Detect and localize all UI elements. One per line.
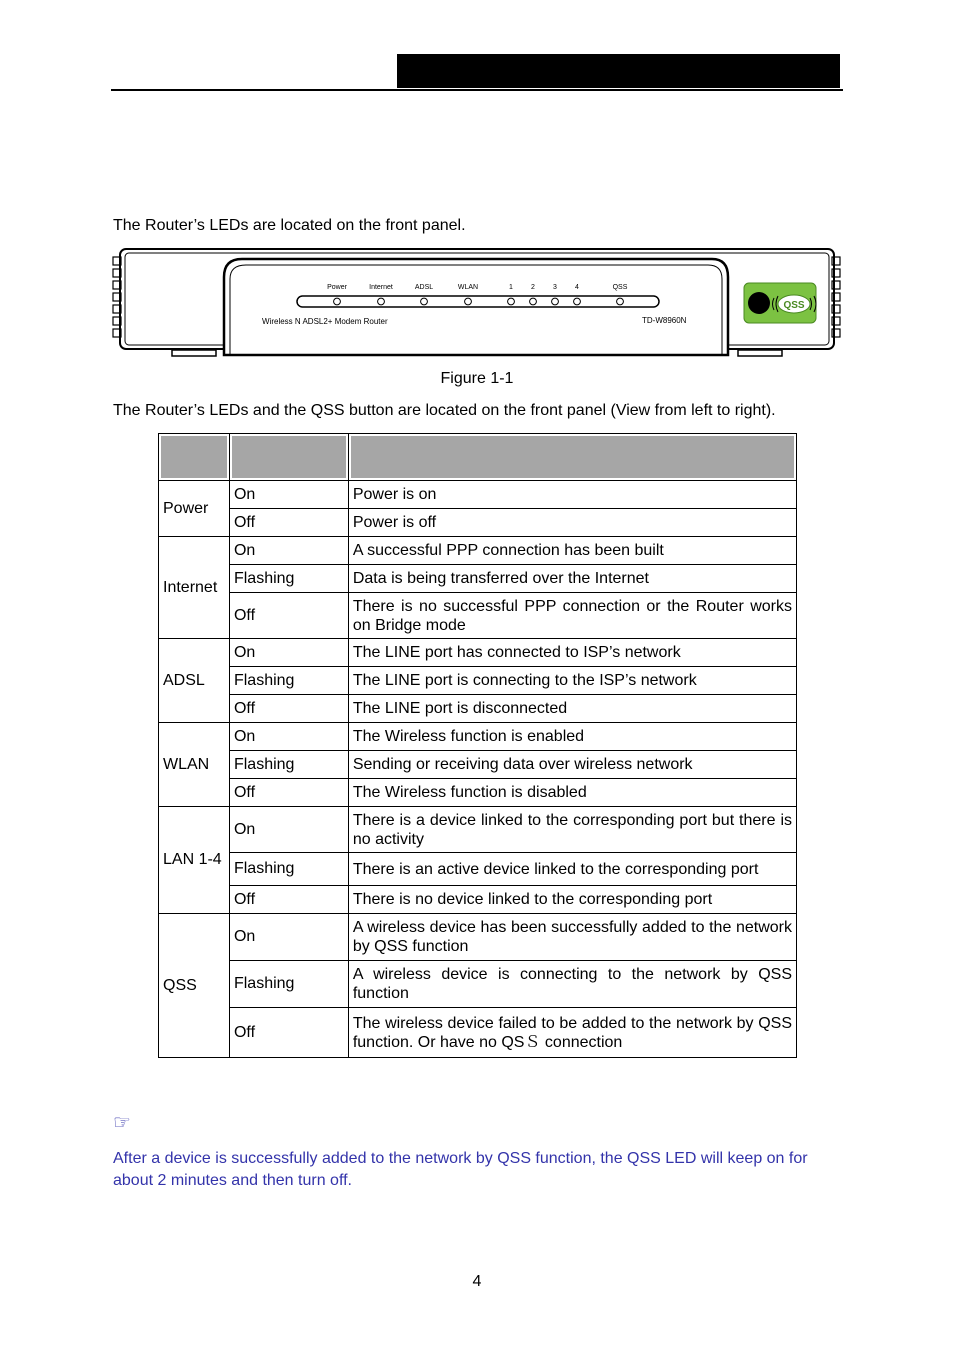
led-indication: There is an active device linked to the corresponding port <box>348 853 796 886</box>
led-indication: Power is off <box>348 509 796 537</box>
led-indication: Data is being transferred over the Internet <box>348 565 796 593</box>
led-indication: A successful PPP connection has been built <box>348 537 796 565</box>
table-row <box>159 886 797 914</box>
table-intro-text: The Router’s LEDs and the QSS button are located on the front panel (View from left to right). <box>113 402 776 419</box>
led-indication: A wireless device has been successfully added to the network by QSS function <box>348 914 796 961</box>
led-indication: There is no device linked to the corresponding port <box>348 886 796 914</box>
led-indication: The Wireless function is enabled <box>348 723 796 751</box>
qss-button <box>744 283 816 323</box>
table-row <box>159 537 797 565</box>
intro-text: The Router’s LEDs are located on the front panel. <box>113 217 466 234</box>
led-status: Off <box>229 593 348 639</box>
led-label-2: 2 <box>531 284 535 291</box>
led-indication: Power is on <box>348 481 796 509</box>
led-status: On <box>229 723 348 751</box>
table-row <box>159 807 797 853</box>
table-row <box>159 481 797 509</box>
led-status: Flashing <box>229 565 348 593</box>
note-text: After a device is successfully added to the network by QSS function, the QSS LED will keep on for about 2 minutes and then turn off. <box>113 1150 808 1189</box>
led-name: LAN 1-4 <box>159 807 230 914</box>
table-row <box>159 695 797 723</box>
led-status: Flashing <box>229 961 348 1008</box>
table-row <box>159 914 797 961</box>
header-cell-name <box>159 434 230 481</box>
table-row <box>159 723 797 751</box>
figure-caption: Figure 1-1 <box>440 370 514 387</box>
led-name: Power <box>159 481 230 537</box>
led-indication: There is a device linked to the corresponding port but there is no activity <box>348 807 796 853</box>
table-header-row <box>159 434 797 481</box>
led-status: Off <box>229 509 348 537</box>
led-indication: The Wireless function is disabled <box>348 779 796 807</box>
header-cell-status <box>229 434 348 481</box>
led-label-adsl: ADSL <box>414 284 434 291</box>
led-indication: The LINE port has connected to ISP’s network <box>348 639 796 667</box>
led-status: On <box>229 914 348 961</box>
table-row <box>159 593 797 639</box>
router-front-panel-figure <box>112 247 842 359</box>
header-rule <box>111 89 843 91</box>
led-status: Off <box>229 1008 348 1058</box>
led-name: Internet <box>159 537 230 639</box>
led-status: Flashing <box>229 667 348 695</box>
table-row <box>159 961 797 1008</box>
led-status: Off <box>229 779 348 807</box>
model-name: TD-W8960N <box>642 316 687 325</box>
led-indication: There is no successful PPP connection or the Router works on Bridge mode <box>348 593 796 639</box>
table-row <box>159 667 797 695</box>
table-row <box>159 853 797 886</box>
table-row <box>159 509 797 537</box>
table-row <box>159 565 797 593</box>
led-label-power: Power <box>327 284 347 291</box>
led-label-qss: QSS <box>612 284 628 291</box>
led-status: On <box>229 807 348 853</box>
led-status: Off <box>229 886 348 914</box>
led-indication: The LINE port is connecting to the ISP’s network <box>348 667 796 695</box>
led-status-table <box>158 433 797 1058</box>
led-label-4: 4 <box>575 284 579 291</box>
led-label-internet: Internet <box>369 284 393 291</box>
table-row <box>159 779 797 807</box>
led-indication: The LINE port is disconnected <box>348 695 796 723</box>
header-bar <box>397 54 840 88</box>
table-row <box>159 751 797 779</box>
header-cell-indication <box>348 434 796 481</box>
led-status: Flashing <box>229 751 348 779</box>
product-name: Wireless N ADSL2+ Modem Router <box>262 317 388 326</box>
led-label-1: 1 <box>509 284 513 291</box>
led-name: ADSL <box>159 639 230 723</box>
led-name: QSS <box>159 914 230 1058</box>
table-row <box>159 639 797 667</box>
led-status: Off <box>229 695 348 723</box>
led-status: On <box>229 537 348 565</box>
led-indication: The wireless device failed to be added to the network by QSS function. Or have no QSＳ connection <box>348 1008 796 1058</box>
led-label-3: 3 <box>553 284 557 291</box>
table-body <box>159 481 797 1058</box>
led-indication: Sending or receiving data over wireless network <box>348 751 796 779</box>
page-number: 4 <box>472 1273 482 1290</box>
qss-button-label: QSS <box>783 300 805 311</box>
led-name: WLAN <box>159 723 230 807</box>
led-status: On <box>229 481 348 509</box>
led-label-wlan: WLAN <box>457 284 479 291</box>
led-status: Flashing <box>229 853 348 886</box>
pointing-hand-icon: ☞ <box>113 1112 131 1134</box>
table-row <box>159 1008 797 1058</box>
led-indication: A wireless device is connecting to the network by QSS function <box>348 961 796 1008</box>
led-status: On <box>229 639 348 667</box>
